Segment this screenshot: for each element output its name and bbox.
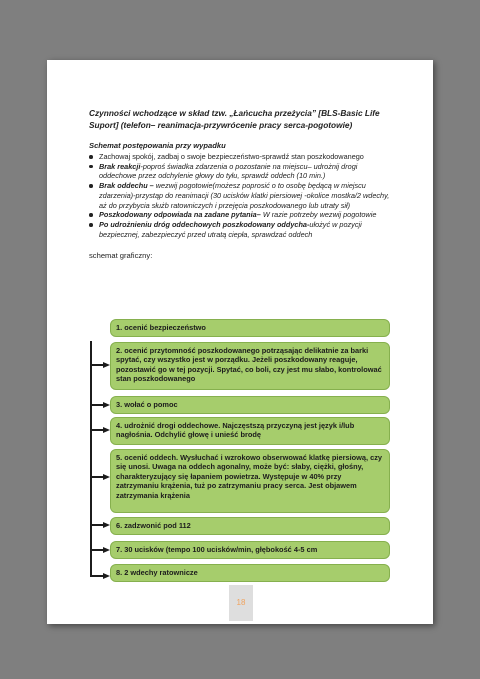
flow-step-5: 5. ocenić oddech. Wysłuchać i wzrokowo obserwować klatkę piersiową, czy się unosi. Uwaga na oddech agonalny, może być: słaby, ciężki, głośny, charakteryzujący się łapaniem powietrza. Występuje w 40% przy zatrzymaniu krążenia, tuż po zatrzymaniu pracy serca. Jest objawem zatrzymania krążenia xyxy=(110,449,390,513)
flow-arrow-icon xyxy=(103,547,110,553)
flow-connector-line xyxy=(90,575,104,577)
flow-connector-line xyxy=(90,404,104,406)
flow-connector-line xyxy=(90,476,104,478)
section-title: Czynności wchodzące w skład tzw. „Łańcucha przeżycia” [BLS-Basic Life Suport] (telefon– reanimacja-przywrócenie pracy serca-pogotowie) xyxy=(89,108,380,130)
list-item: Brak reakcji-poproś świadka zdarzenia o pozostanie na miejscu– udrożnij drogi oddechowe przez odchylenie głowy do tyłu, sprawdź oddech (10 min.) xyxy=(89,162,396,181)
flow-step-6: 6. zadzwonić pod 112 xyxy=(110,517,390,535)
flow-arrow-icon xyxy=(103,402,110,408)
document-page xyxy=(47,60,433,624)
flow-step-3: 3. wołać o pomoc xyxy=(110,396,390,414)
flow-step-7: 7. 30 ucisków (tempo 100 ucisków/min, głębokość 4-5 cm xyxy=(110,541,390,559)
list-item: Po udrożnieniu dróg oddechowych poszkodowany oddycha-ułożyć w pozycji bezpiecznej, zabezpieczyć przed utratą ciepła, sprawdzać oddech xyxy=(89,220,396,239)
procedure-subtitle: Schemat postępowania przy wypadku xyxy=(89,141,226,150)
flow-connector-line xyxy=(90,429,104,431)
flow-arrow-icon xyxy=(103,427,110,433)
flow-connector-line xyxy=(90,364,104,366)
flow-arrow-icon xyxy=(103,474,110,480)
flow-arrow-icon xyxy=(103,522,110,528)
flow-connector-line xyxy=(90,524,104,526)
flow-connector-line xyxy=(90,549,104,551)
list-item: Brak oddechu – wezwij pogotowie(możesz poprosić o to osobę będącą w miejscu zdarzenia)-przystąp do reanimacji (30 ucisków klatki piersiowej -okolice mostka/2 wdechy, aż do przybycia służb ratowniczych i przejęcia poszkodowanego lub utraty sił) xyxy=(89,181,396,210)
flow-connector-line xyxy=(90,341,92,577)
page-content xyxy=(89,108,396,260)
flow-step-1: 1. ocenić bezpieczeństwo xyxy=(110,319,390,337)
list-item: Zachowaj spokój, zadbaj o swoje bezpieczeństwo-sprawdź stan poszkodowanego xyxy=(89,152,396,162)
flow-arrow-icon xyxy=(103,573,110,579)
schema-label: schemat graficzny: xyxy=(89,251,153,261)
page-number: 18 xyxy=(229,585,253,621)
flow-step-8: 8. 2 wdechy ratownicze xyxy=(110,564,390,582)
procedure-list xyxy=(89,152,396,239)
list-item: Poszkodowany odpowiada na zadane pytania– W razie potrzeby wezwij pogotowie xyxy=(89,210,396,220)
flow-step-4: 4. udrożnić drogi oddechowe. Najczęstszą przyczyną jest język i/lub nagłośnia. Odchylić głowę i unieść brodę xyxy=(110,417,390,445)
flow-arrow-icon xyxy=(103,362,110,368)
flow-step-2: 2. ocenić przytomność poszkodowanego potrząsając delikatnie za barki spytać, czy wszystko jest w porządku. Jeżeli poszkodowany reaguje, pozostawić go w tej pozycji. Spytać, co boli, czy jest mu słabo, kontrolować stan poszkodowanego xyxy=(110,342,390,390)
